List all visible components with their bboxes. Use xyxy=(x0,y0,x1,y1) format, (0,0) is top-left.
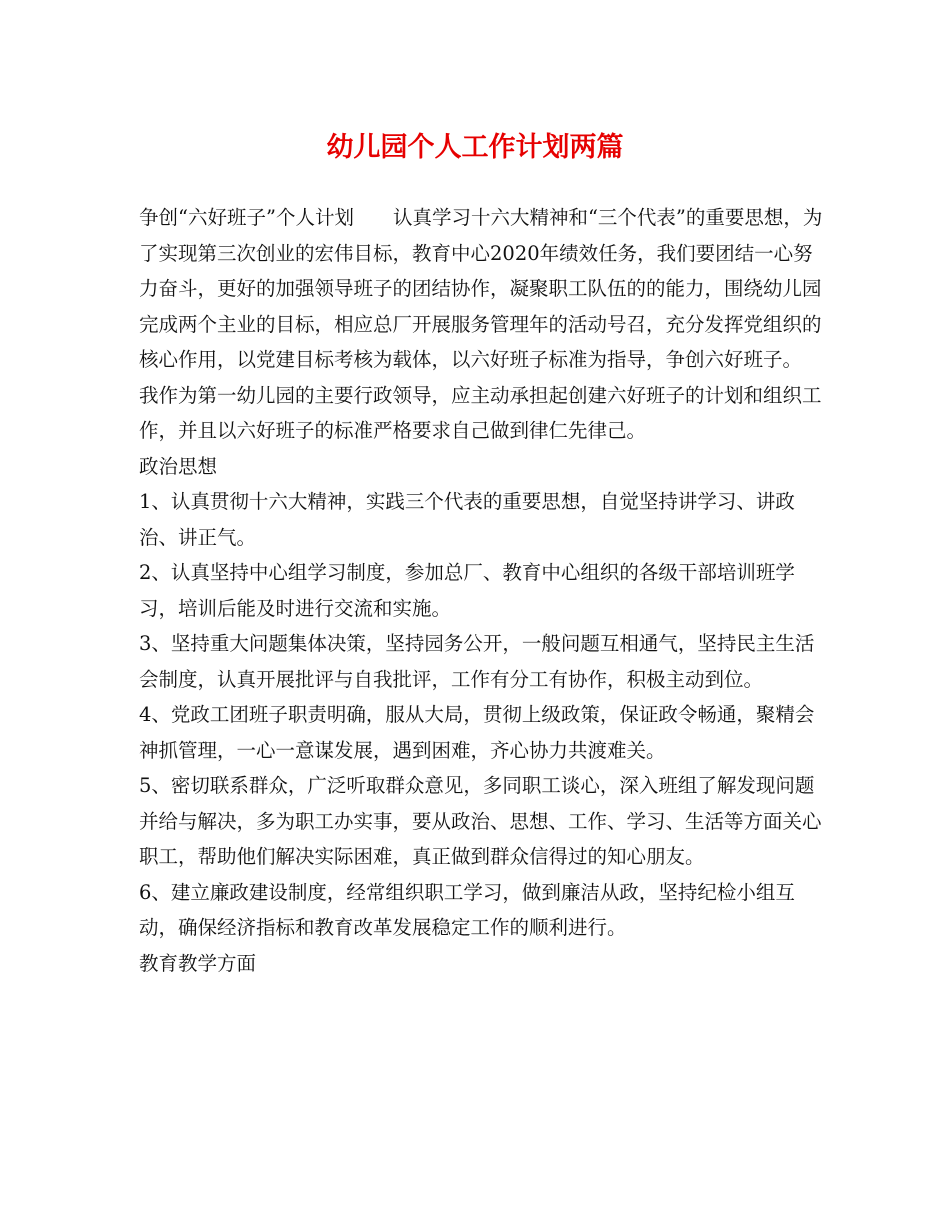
role-paragraph: 我作为第一幼儿园的主要行政领导，应主动承担起创建六好班子的计划和组织工作，并且以六好班子的标准严格要求自己做到律仁先律己。 xyxy=(139,383,822,442)
list-item: 2、认真坚持中心组学习制度，参加总厂、教育中心组织的各级干部培训班学习，培训后能及时进行交流和实施。 xyxy=(139,561,795,620)
list-item: 6、建立廉政建设制度，经常组织职工学习，做到廉洁从政，坚持纪检小组互动，确保经济指标和教育改革发展稳定工作的顺利进行。 xyxy=(139,880,795,939)
section-heading-education: 教育教学方面 xyxy=(139,951,257,975)
document-title: 幼儿园个人工作计划两篇 xyxy=(326,132,624,163)
intro-paragraph: 争创“六好班子”个人计划 认真学习十六大精神和“三个代表”的重要思想，为了实现第三次创业的宏伟目标，教育中心2020年绩效任务，我们要团结一心努力奋斗，更好的加强领导班子的团结协作，凝聚职工队伍的的能力，围绕幼儿园完成两个主业的目标，相应总厂开展服务管理年的活动号召，充分发挥党组织的核心作用，以党建目标考核为载体，以六好班子标准为指导，争创六好班子。 xyxy=(139,206,823,371)
section-heading-politics: 政治思想 xyxy=(139,454,218,478)
document-body xyxy=(139,200,829,981)
list-item: 1、认真贯彻十六大精神，实践三个代表的重要思想，自觉坚持讲学习、讲政治、讲正气。 xyxy=(139,490,795,549)
list-item: 5、密切联系群众，广泛听取群众意见，多同职工谈心，深入班组了解发现问题并给与解决，多为职工办实事，要从政治、思想、工作、学习、生活等方面关心职工，帮助他们解决实际困难，真正做到群众信得过的知心朋友。 xyxy=(139,774,822,868)
list-item: 3、坚持重大问题集体决策，坚持园务公开，一般问题互相通气，坚持民主生活会制度，认真开展批评与自我批评，工作有分工有协作，积极主动到位。 xyxy=(139,632,815,691)
list-item: 4、党政工团班子职责明确，服从大局，贯彻上级政策，保证政令畅通，聚精会神抓管理，一心一意谋发展，遇到困难，齐心协力共渡难关。 xyxy=(139,703,815,762)
